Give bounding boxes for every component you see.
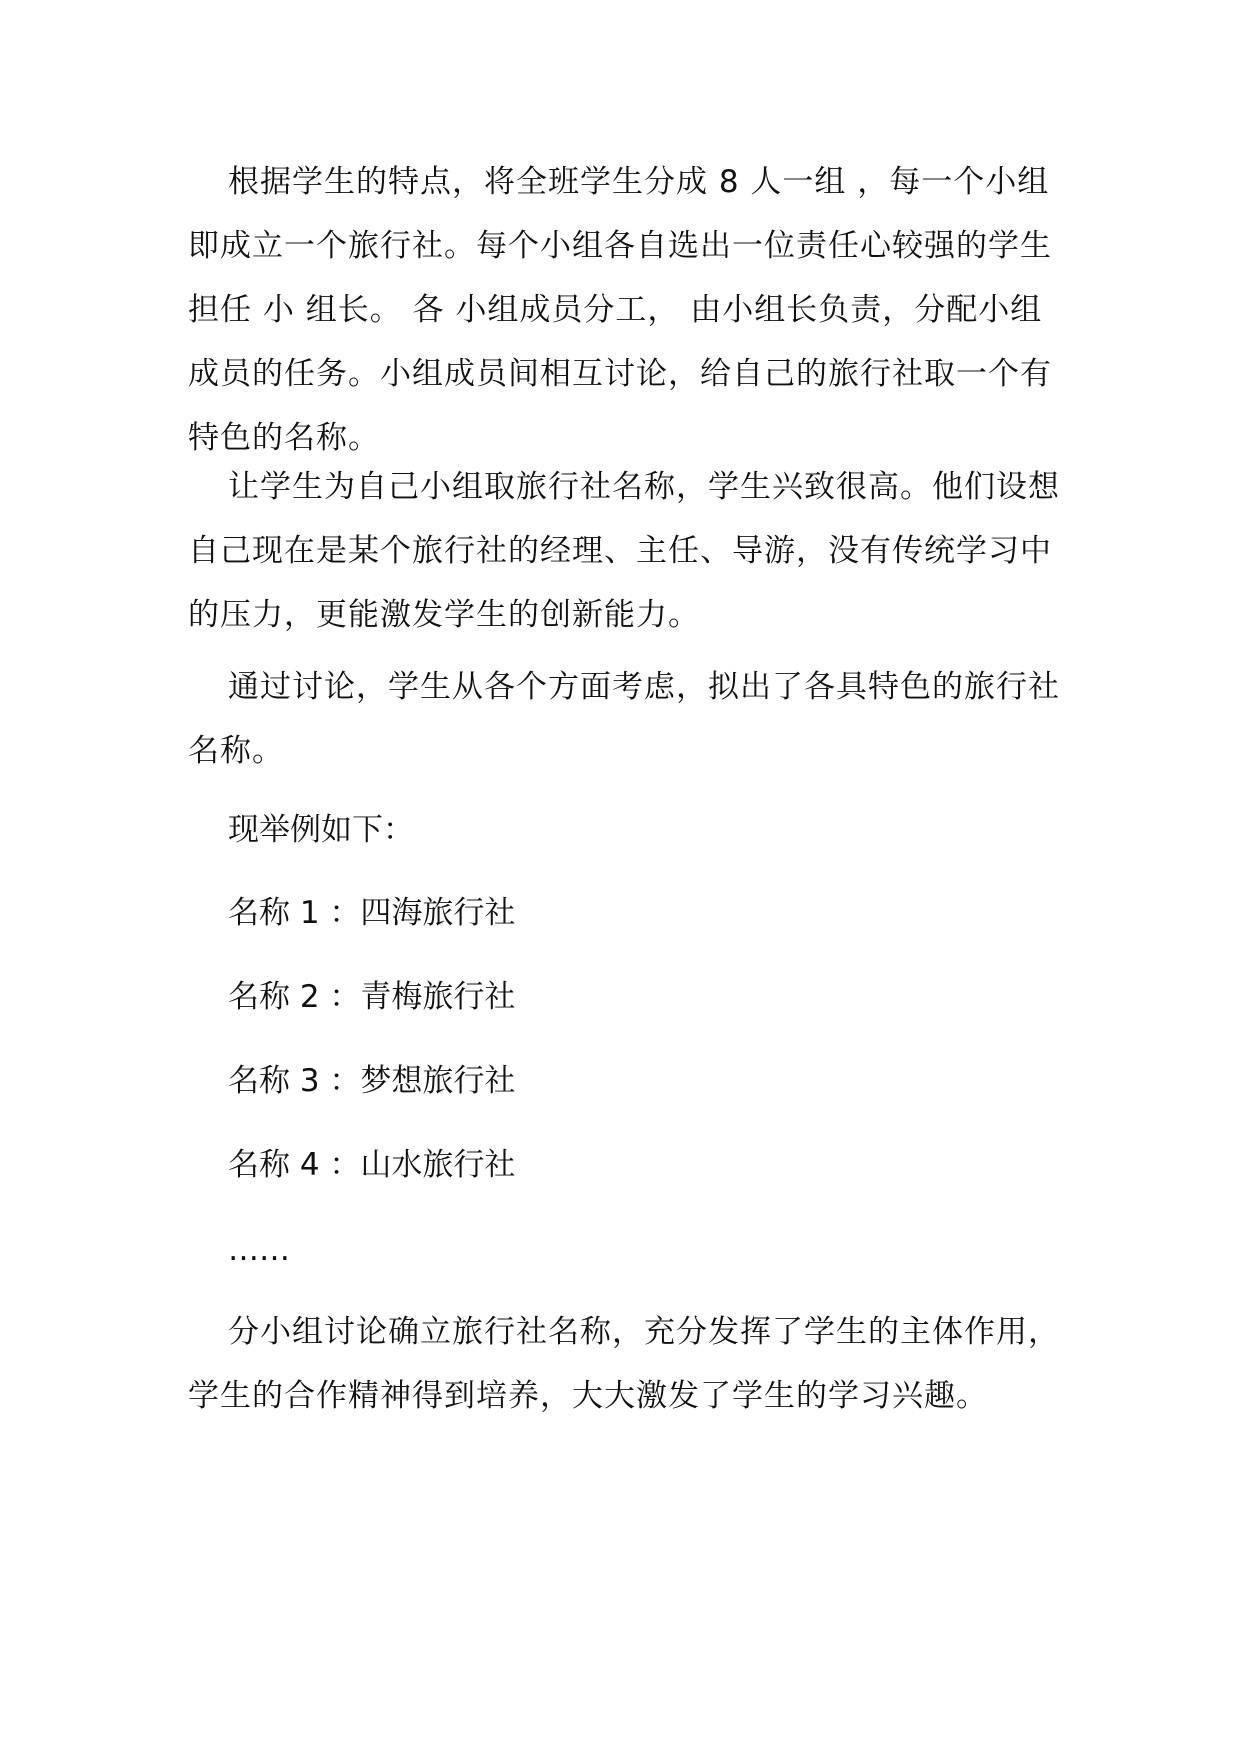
paragraph-closing: 分小组讨论确立旅行社名称，充分发挥了学生的主体作用，学生的合作精神得到培养，大大激发了学生的学习兴趣。: [188, 1314, 1060, 1414]
paragraph-grouping: 根据学生的特点，将全班学生分成 8 人一组 ，每一个小组即成立一个旅行社。每个小组各自选出一位责任心较强的学生担任 小 组长。 各 小组成员分工， 由小组长负责，分配小组成员的任务。小组成员间相互讨论，给自己的旅行社取一个有特色的名称。: [188, 164, 1052, 456]
intro-line: 现举例如下：: [228, 812, 414, 848]
name-item-2: 名称 2 ：青梅旅行社: [228, 979, 516, 1015]
name-item-4: 名称 4 ：山水旅行社: [228, 1147, 516, 1183]
paragraph-discussion: 通过讨论，学生从各个方面考虑，拟出了各具特色的旅行社名称。: [188, 669, 1060, 769]
ellipsis: ……: [228, 1232, 290, 1268]
name-item-3: 名称 3 ：梦想旅行社: [228, 1063, 516, 1099]
paragraph-naming-interest: 让学生为自己小组取旅行社名称，学生兴致很高。他们设想自己现在是某个旅行社的经理、主任、导游，没有传统学习中的压力，更能激发学生的创新能力。: [188, 469, 1060, 633]
name-item-1: 名称 1 ：四海旅行社: [228, 895, 516, 931]
